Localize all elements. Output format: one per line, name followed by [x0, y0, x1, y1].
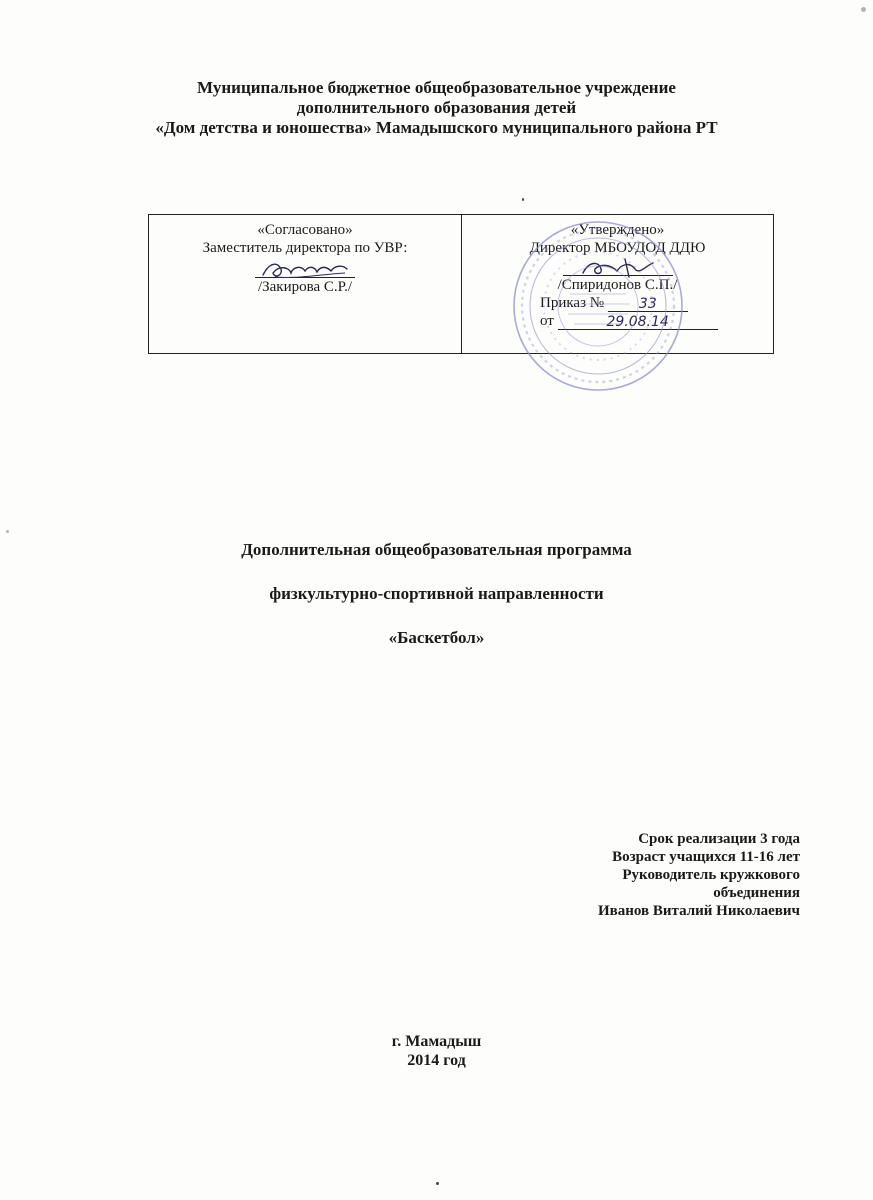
- program-details: [598, 830, 800, 920]
- agreed-signature-image: [255, 257, 355, 283]
- student-age: Возраст учащихся 11-16 лет: [612, 849, 800, 865]
- header-line-1: Муниципальное бюджетное общеобразовательное учреждение: [197, 78, 676, 97]
- agreed-title: «Согласовано»: [257, 222, 353, 238]
- agreed-signature-line: [255, 263, 355, 278]
- leader-label-line-2: объединения: [713, 885, 800, 901]
- scan-speck: [6, 530, 9, 533]
- footer-year: 2014 год: [407, 1052, 466, 1069]
- scan-speck: [522, 198, 524, 201]
- scan-speck: [861, 7, 866, 12]
- order-label: Приказ №: [540, 295, 605, 311]
- approved-cell: [462, 215, 773, 353]
- header-line-2: дополнительного образования детей: [296, 98, 577, 117]
- approved-name: /Спиридонов С.П./: [557, 277, 678, 293]
- agreed-cell: [149, 215, 462, 353]
- header-line-3: «Дом детства и юношества» Мамадышского муниципального района РТ: [155, 118, 718, 137]
- order-date-row: [462, 312, 773, 330]
- order-date: 29.08.14: [558, 313, 718, 330]
- footer-city: г. Мамадыш: [391, 1033, 482, 1050]
- order-row: [462, 294, 773, 312]
- program-title-line-1: Дополнительная общеобразовательная программа: [241, 540, 632, 559]
- scan-speck: [436, 1182, 439, 1185]
- leader-label-line-1: Руководитель кружкового: [622, 867, 800, 883]
- order-number: 33: [608, 295, 688, 312]
- program-name: «Баскетбол»: [388, 628, 485, 647]
- approved-signature-line: [563, 261, 673, 276]
- agreed-name: /Закирова С.Р./: [257, 279, 353, 295]
- program-title-line-2: физкультурно-спортивной направленности: [269, 584, 604, 603]
- institution-header: [0, 78, 873, 138]
- approved-position: Директор МБОУДОД ДДЮ: [529, 240, 706, 256]
- approval-table: [148, 214, 774, 354]
- approved-signature-image: [563, 255, 673, 281]
- agreed-position: Заместитель директора по УВР:: [202, 240, 408, 256]
- approved-title: «Утверждено»: [570, 222, 665, 238]
- leader-name: Иванов Виталий Николаевич: [597, 903, 800, 919]
- footer: [0, 1032, 873, 1070]
- implementation-term: Срок реализации 3 года: [638, 831, 800, 847]
- order-date-label: от: [540, 313, 554, 329]
